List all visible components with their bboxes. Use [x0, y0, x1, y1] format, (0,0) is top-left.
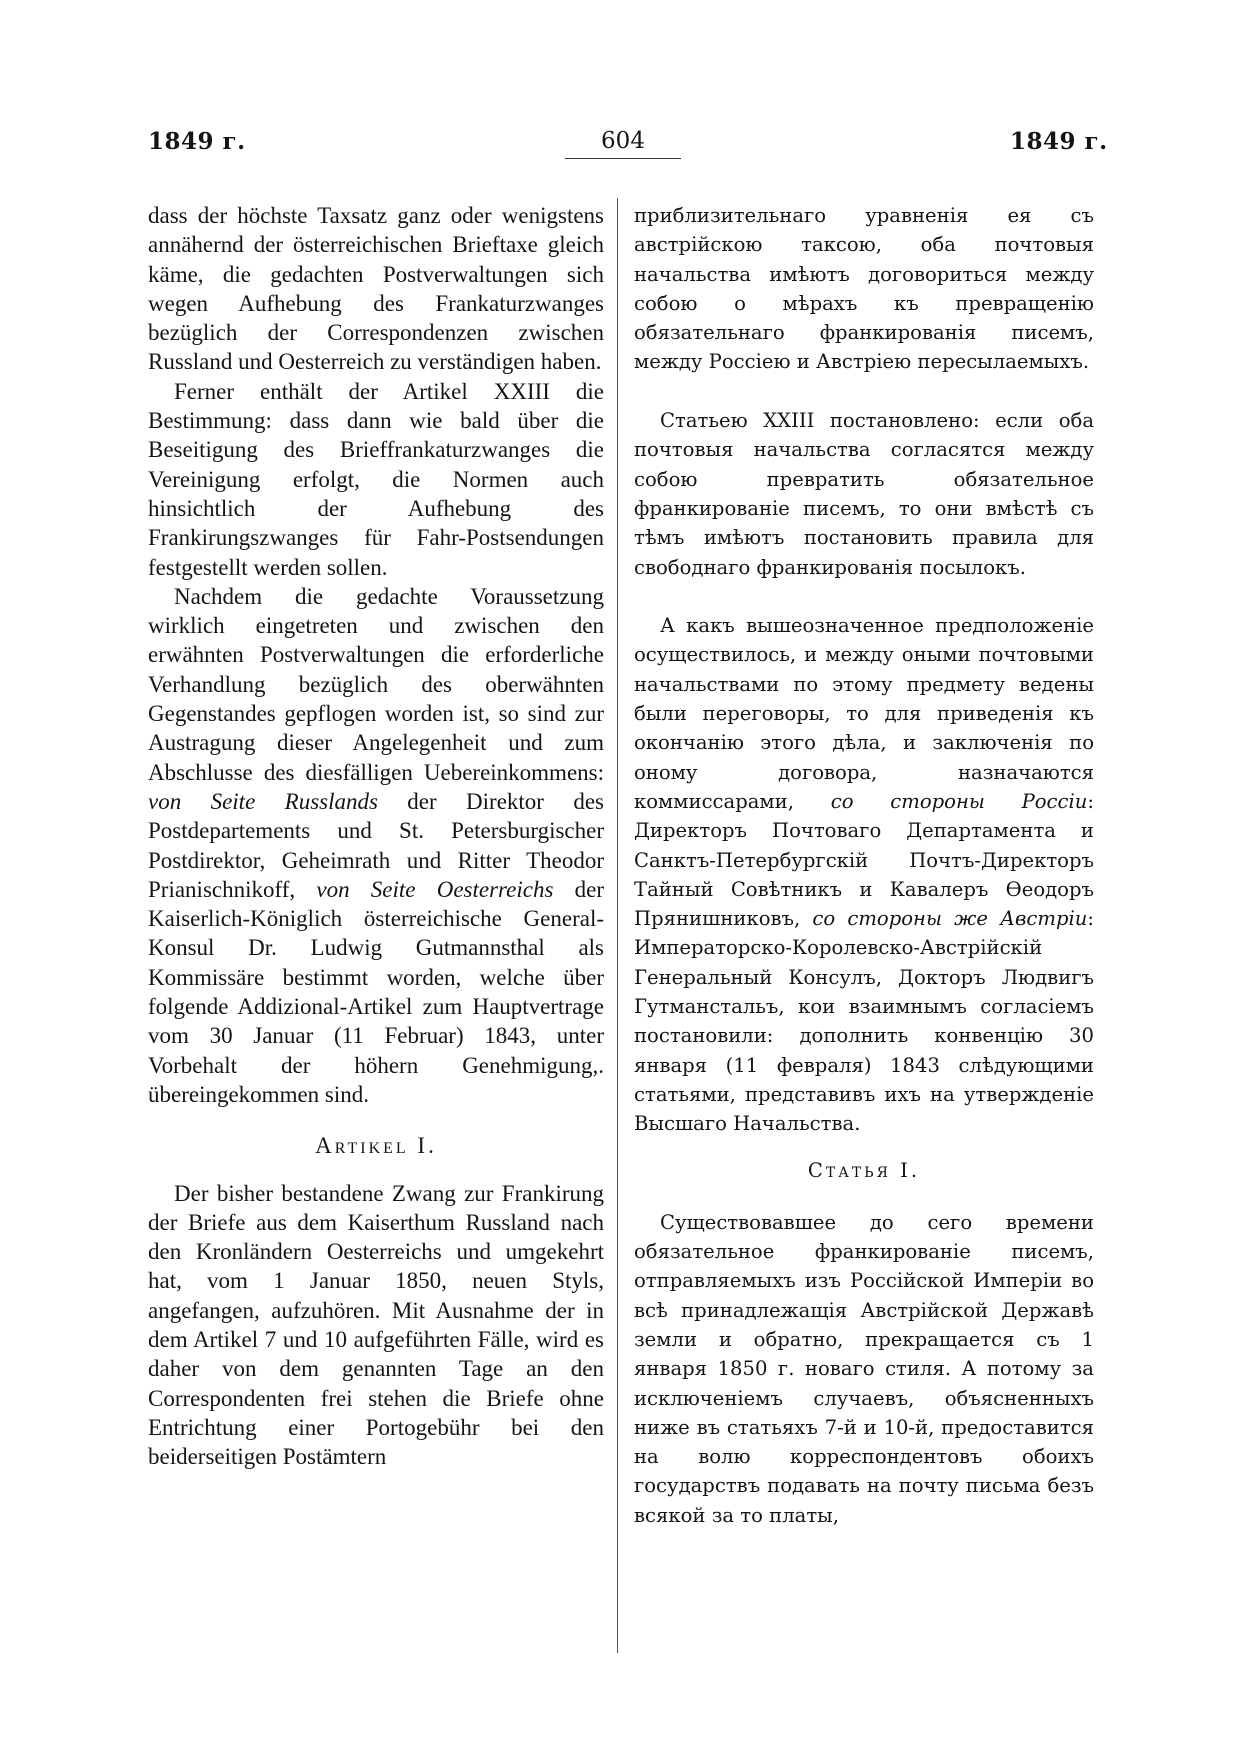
russian-paragraph-4: Существовавшее до сего времени обязательное франкированіе писемъ, отправляемыхъ изъ Россійской Имперіи во всѣ принадлежащія Австрійской Державѣ земли и обратно, прекращается съ 1 января 1850 г. новаго стиля. А потому за исключеніемъ случаевъ, объясненныхъ ниже въ статьяхъ 7-й и 10-й, предоставится на волю корреспондентовъ обоихъ государствъ подавать на почту письма безъ всякой за то платы,	[634, 1210, 1094, 1527]
russian-p3-italic-austria: со стороны же Австріи	[812, 907, 1088, 931]
russian-p3-text-a: А какъ вышеозначенное предположеніе осуществилось, и между оными почтовыми начальствами по этому предмету ведены были переговоры, то для приведенія къ окончанію этого дѣла, и заключенія по оному договора, назначаются коммиссарами,	[634, 614, 1094, 813]
russian-column	[634, 201, 1094, 1559]
russian-p3-text-c: : Императорско-Королевско-Австрійскій Генеральный Консулъ, Докторъ Людвигъ Гутманстальъ, кои взаимнымъ согласіемъ постановили: дополнить конвенцію 30 января (11 февраля) 1843 слѣдующими статьями, представивъ ихъ на утвержденіе Высшаго Начальства.	[634, 907, 1094, 1136]
german-paragraph-1: dass der höchste Taxsatz ganz oder wenigstens annähernd der österreichischen Brieftaxe gleich käme, die gedachten Postverwaltungen sich wegen Aufhebung des Frankaturzwanges bezüglich der Correspondenzen zwischen Russland und Oesterreich zu verständigen haben.	[148, 203, 604, 375]
german-p3-italic-austria: von Seite Oesterreichs	[316, 876, 554, 902]
russian-paragraph-1: приблизительнаго уравненія ея съ австрійскою таксою, оба почтовыя начальства имѣютъ договориться между собою о мѣрахъ къ превращенію обязательнаго франкированія писемъ, между Россіею и Австріею пересылаемыхъ.	[634, 204, 1094, 374]
page-number: 604	[565, 128, 681, 159]
russian-p3-text-b: : Директоръ Почтоваго Департамента и Санктъ-Петербургскій Почтъ-Директоръ Тайный Совѣтникъ и Кавалеръ Ѳеодоръ Прянишниковъ,	[634, 789, 1094, 931]
column-divider	[617, 198, 618, 1653]
russian-p3-italic-russia: со стороны Россіи	[830, 789, 1088, 813]
german-p3-text-b: der Direktor des Postdepartements und St. Petersburgischer Postdirektor, Geheimrath und Ritter Theodor Prianischnikoff,	[148, 788, 604, 902]
german-paragraph-3	[148, 582, 604, 1109]
russian-article-heading: Статья I.	[807, 1158, 921, 1182]
german-p3-italic-russia: von Seite Russlands	[148, 788, 378, 814]
german-paragraph-4: Der bisher bestandene Zwang zur Frankirung der Briefe aus dem Kaiserthum Russland nach den Kronländern Oesterreichs und umgekehrt hat, vom 1 Januar 1850, neuen Styls, angefangen, aufzuhören. Mit Ausnahme der in dem Artikel 7 und 10 aufgeführten Fälle, wird es daher von dem genannten Tage an den Correspondenten frei stehen die Briefe ohne Entrichtung einer Portogebühr bei den beiderseitigen Postämtern	[148, 1180, 604, 1470]
german-p3-text-c: der Kaiserlich-Königlich österreichische General-Konsul Dr. Ludwig Gutmannsthal als Kommissäre bestimmt worden, welche über folgende Addizional-Artikel zum Hauptvertrage vom 30 Januar (11 Februar) 1843, unter Vorbehalt der höhern Genehmigung,. übereingekommen sind.	[148, 876, 604, 1107]
german-paragraph-2: Ferner enthält der Artikel XXIII die Bestimmung: dass dann wie bald über die Beseitigung des Brieffrankaturzwanges die Vereinigung erfolgt, die Normen auch hinsichtlich der Aufhebung des Frankirungszwanges für Fahr-Postsendungen festgestellt werden sollen.	[148, 378, 604, 580]
german-p3-text-a: Nachdem die gedachte Voraussetzung wirklich eingetreten und zwischen den erwähnten Postverwaltungen die erforderliche Verhandlung bezüglich des oberwähnten Gegenstandes gepflogen worden ist, so sind zur Austragung dieser Angelegenheit und zum Abschlusse des diesfälligen Uebereinkommens:	[148, 583, 604, 785]
german-column	[148, 201, 604, 1471]
russian-paragraph-3	[634, 611, 1094, 1138]
running-head-year-right: 1849 г.	[1010, 128, 1108, 155]
russian-paragraph-2: Статьею XXIII постановлено: если оба почтовыя начальства согласятся между собою превратить обязательное франкированіе писемъ, то они вмѣстѣ съ тѣмъ имѣютъ постановить правила для свободнаго франкированія посылокъ.	[634, 409, 1094, 579]
german-article-heading: Artikel I.	[315, 1133, 437, 1159]
running-head-year-left: 1849 г.	[148, 128, 246, 155]
